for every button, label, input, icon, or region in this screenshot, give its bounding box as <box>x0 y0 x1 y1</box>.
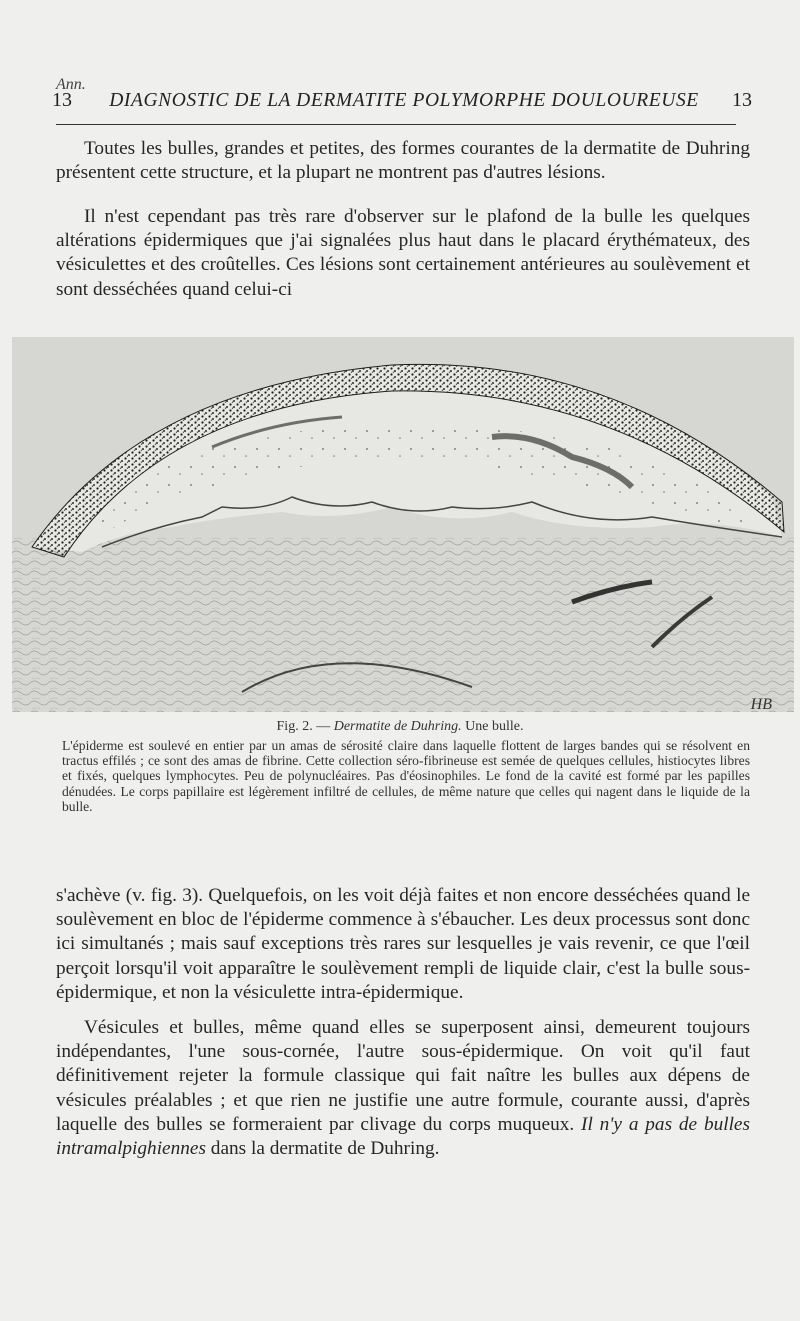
paragraph-3: s'achève (v. fig. 3). Quelquefois, on les voit déjà faites et non encore desséchées quand le soulèvement en bloc de l'épiderme commence à s'ébaucher. Les deux processus sont donc ici simultanés ; mais sauf exceptions très rares sur lesquelles je vais revenir, ce que l'œil perçoit lorsqu'il voit apparaître le soulèvement rempli de liquide clair, c'est la bulle sous-épidermique, et non la vésiculette intra-épidermique. <box>56 885 750 1003</box>
figure-caption-body: L'épiderme est soulevé en entier par un amas de sérosité claire dans laquelle flottent de larges bandes qui se résolvent en tractus effilés ; ce sont des amas de fibrine. Cette collection séro-fibrineuse est semée de quelques cellules, histiocytes libres et fixés, quelques lymphocytes. Peu de polynucléaires. Pas d'éosinophiles. Le fond de la cavité est formé par les papilles dénudées. Le corps papillaire est légèrement infiltré de cellules, de même nature que celles qui nagent dans le liquide de la bulle. <box>62 738 750 814</box>
paragraph-4-end: dans la dermatite de Duhring. <box>210 1138 440 1160</box>
histology-illustration <box>12 337 794 712</box>
figure-caption-title <box>0 719 800 735</box>
paragraph-4-text: Vésicules et bulles, même quand elles se superposent ainsi, demeurent toujours indépendantes, l'une sous-cornée, l'autre sous-épidermique. On voit qu'il faut définitivement rejeter la formule classique qui fait naître les bulles aux dépens de vésicules préalables ; et que rien ne justifie une autre formule, courante aussi, d'après laquelle des bulles se formeraient par clivage du corps muqueux. <box>56 1017 750 1135</box>
paragraph-4 <box>56 1016 750 1161</box>
paragraph-2: Il n'est cependant pas très rare d'observer sur le plafond de la bulle les quelques altérations épidermiques que j'ai signalées plus haut dans le placard érythémateux, des vésiculettes et des croûtelles. Ces lésions sont certainement antérieures au soulèvement et sont desséchées quand celui-ci <box>56 206 750 300</box>
caption-italic-title: Dermatite de Duhring. <box>333 719 462 734</box>
running-title: DIAGNOSTIC DE LA DERMATITE POLYMORPHE DOULOUREUSE <box>109 90 699 111</box>
paragraph-1: Toutes les bulles, grandes et petites, des formes courantes de la dermatite de Duhring présentent cette structure, et la plupart ne montrent pas d'autres lésions. <box>56 138 750 184</box>
paragraph-4-emphasis: Il n'y a pas de bulles intramalpighiennes <box>56 1113 750 1160</box>
caption-label: Fig. 2. — <box>276 719 331 734</box>
running-header <box>52 89 752 113</box>
page-number-right: 13 <box>732 89 752 111</box>
page-number-left: 13 <box>52 89 72 111</box>
artist-signature: HB <box>750 696 772 712</box>
histology-figure <box>12 337 794 712</box>
header-rule <box>56 124 736 125</box>
caption-subtitle: Une bulle. <box>465 719 524 734</box>
marginal-annotation: Ann. <box>56 76 86 93</box>
